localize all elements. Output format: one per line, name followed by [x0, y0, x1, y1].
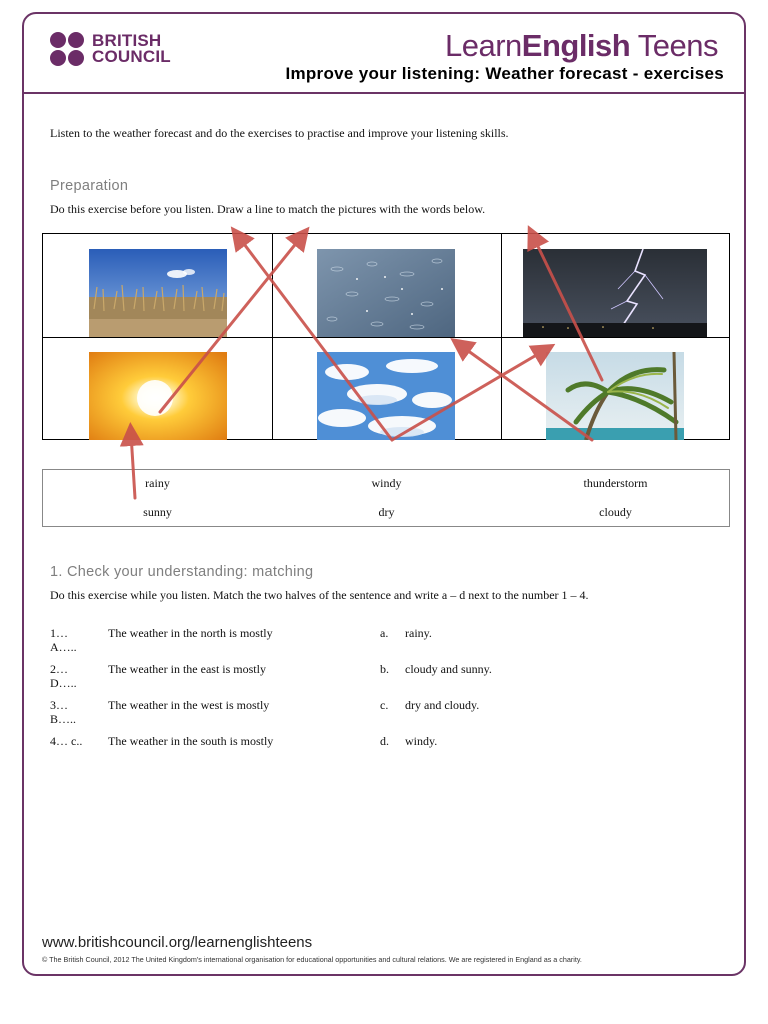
- sentence-ending: rainy.: [405, 626, 432, 640]
- option-letter: d.: [380, 734, 389, 748]
- logo-line1: BRITISH: [92, 31, 162, 50]
- lightning-photo: [523, 249, 707, 337]
- sentence-stem: The weather in the south is mostly: [108, 734, 274, 748]
- document-title: Improve your listening: Weather forecast - exercises: [285, 64, 724, 83]
- picture-grid: [42, 233, 730, 440]
- answer-3: 3… B…..: [50, 698, 77, 726]
- matching-heading: 1. Check your understanding: matching: [50, 564, 314, 580]
- sun-photo: [89, 352, 227, 440]
- sentence-ending: cloudy and sunny.: [405, 662, 492, 676]
- answer-1: 1… A…..: [50, 626, 77, 654]
- sentence-ending: dry and cloudy.: [405, 698, 480, 712]
- word-cloudy: cloudy: [599, 505, 632, 519]
- sentence-stem: The weather in the west is mostly: [108, 698, 270, 712]
- word-windy: windy: [371, 476, 402, 490]
- preparation-heading: Preparation: [50, 178, 129, 194]
- sentence-stem: The weather in the east is mostly: [108, 662, 266, 676]
- match-row: [50, 734, 710, 764]
- word-rainy: rainy: [145, 476, 170, 490]
- british-council-logo: [50, 32, 171, 66]
- option-letter: c.: [380, 698, 389, 712]
- word-dry: dry: [378, 505, 395, 519]
- sentence-stem: The weather in the north is mostly: [108, 626, 273, 640]
- rain-photo: [317, 249, 455, 337]
- sentence-ending: windy.: [405, 734, 438, 748]
- footer-url: www.britishcouncil.org/learnenglishteens: [42, 934, 313, 951]
- header-rule: [22, 92, 746, 94]
- option-letter: a.: [380, 626, 389, 640]
- word-thunderstorm: thunderstorm: [583, 476, 648, 490]
- logo-line2: COUNCIL: [92, 47, 171, 66]
- word-sunny: sunny: [143, 505, 172, 519]
- matching-instruction: Do this exercise while you listen. Match the two halves of the sentence and write a – d next to the number 1 – 4.: [50, 588, 589, 602]
- option-letter: b.: [380, 662, 389, 676]
- words-table: [42, 469, 730, 527]
- clouds-photo: [317, 352, 455, 440]
- preparation-instruction: Do this exercise before you listen. Draw a line to match the pictures with the words below.: [50, 202, 486, 216]
- match-row: [50, 626, 710, 656]
- answer-4: 4… c..: [50, 734, 83, 748]
- match-row: [50, 698, 710, 728]
- palm-wind-photo: [546, 352, 684, 440]
- intro-text: Listen to the weather forecast and do the exercises to practise and improve your listening skills.: [50, 126, 509, 140]
- logo-dots-icon: [50, 32, 84, 66]
- dry-field-photo: [89, 249, 227, 337]
- footer-copyright: © The British Council, 2012 The United Kingdom's international organisation for educational opportunities and cultural relations. We are registered in England as a charity.: [42, 955, 582, 964]
- match-row: [50, 662, 710, 692]
- answer-2: 2… D…..: [50, 662, 77, 690]
- learnenglish-teens-brand: LearnEnglish Teens: [444, 28, 718, 63]
